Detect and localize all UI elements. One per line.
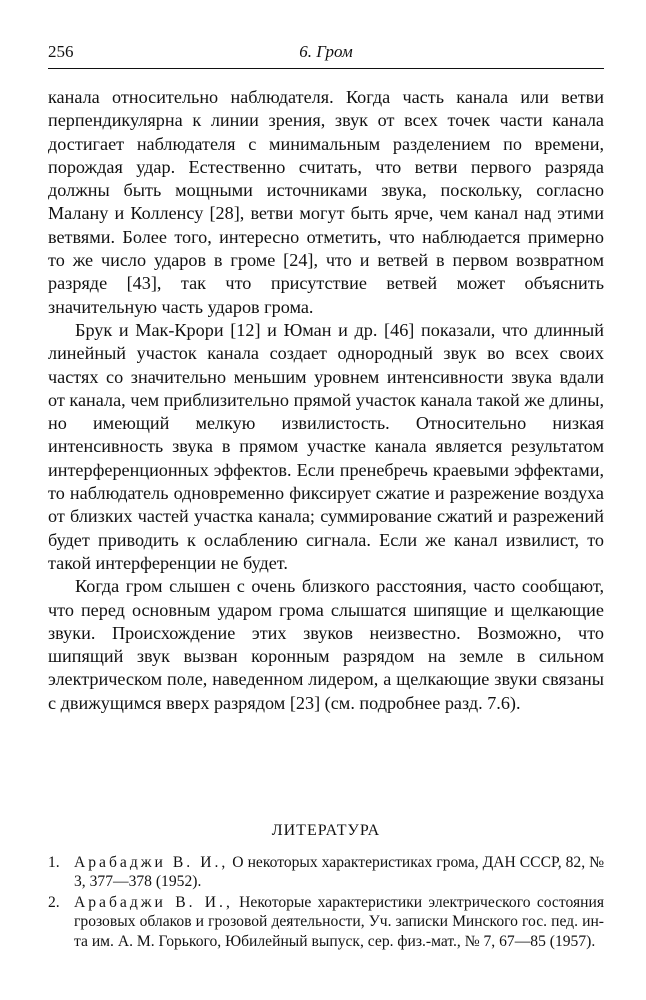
paragraph-3: Когда гром слышен с очень близкого расстояния, часто сообщают, что перед основным ударом грома слышатся шипящие и щелкающие звуки. Происхождение этих звуков неизвестно. Возможно, что шипящий звук вызван коронным разрядом на земле в сильном электрическом поле, наведенном лидером, а щелкающие звуки связаны с движущимся вверх разрядом [23] (см. подробнее разд. 7.6). [48,576,604,713]
reference-item [48,893,604,951]
reference-author: Арабаджи В. И., [74,893,233,911]
page-header [48,42,604,66]
page-number: 256 [48,42,74,61]
reference-body: О некоторых характеристиках грома, ДАН СССР, 82, № 3, 377—378 (1952). [74,854,604,891]
reference-number: 2. [48,893,60,911]
paragraph-1: канала относительно наблюдателя. Когда часть канала или ветви перпендикулярна к линии зрения, звук от всех точек части канала достигает наблюдателя с минимальным разделением по времени, порождая удар. Естественно считать, что ветви первого разряда должны быть мощными источниками звука, поскольку, согласно Малану и Колленсу [28], ветви могут быть ярче, чем канал над этими ветвями. Более того, интересно отметить, что наблюдается примерно то же число ударов в громе [24], что и ветвей в первом возвратном разряде [43], так что присутствие ветвей может объяснить значительную часть ударов грома. [48,87,604,317]
reference-author: Арабаджи В. И., [74,854,229,871]
reference-body: Некоторые характеристики электрического состояния грозовых облаков и грозовой деятельности, Уч. записки Минского гос. пед. ин-та им. А. М. Горького, Юбилейный выпуск, сер. физ.-мат., № 7, 67—85 (1957). [74,893,604,950]
reference-number: 1. [48,854,60,871]
reference-text [74,853,604,892]
reference-text [74,893,604,951]
references-list [48,853,604,952]
paragraph-2: Брук и Мак-Крори [12] и Юман и др. [46] показали, что длинный линейный участок канала создает однородный звук во всех своих частях со значительно меньшим уровнем интенсивности звука вдали от канала, чем приблизительно прямой участок канала такой же длины, но имеющий мелкую извилистость. Относительно низкая интенсивность звука в прямом участке канала является результатом интерференционных эффектов. Если пренебречь краевыми эффектами, то наблюдатель одновременно фиксирует сжатие и разрежение воздуха от близких частей участка канала; суммирование сжатий и разрежений будет приводить к ослаблению сигнала. Если же канал извилист, то такой интерференции не будет. [48,319,604,573]
main-text [48,86,604,715]
reference-item [48,853,604,892]
header-rule [48,68,604,69]
running-head: 6. Гром [299,42,353,61]
references-title: ЛИТЕРАТУРА [271,822,381,839]
